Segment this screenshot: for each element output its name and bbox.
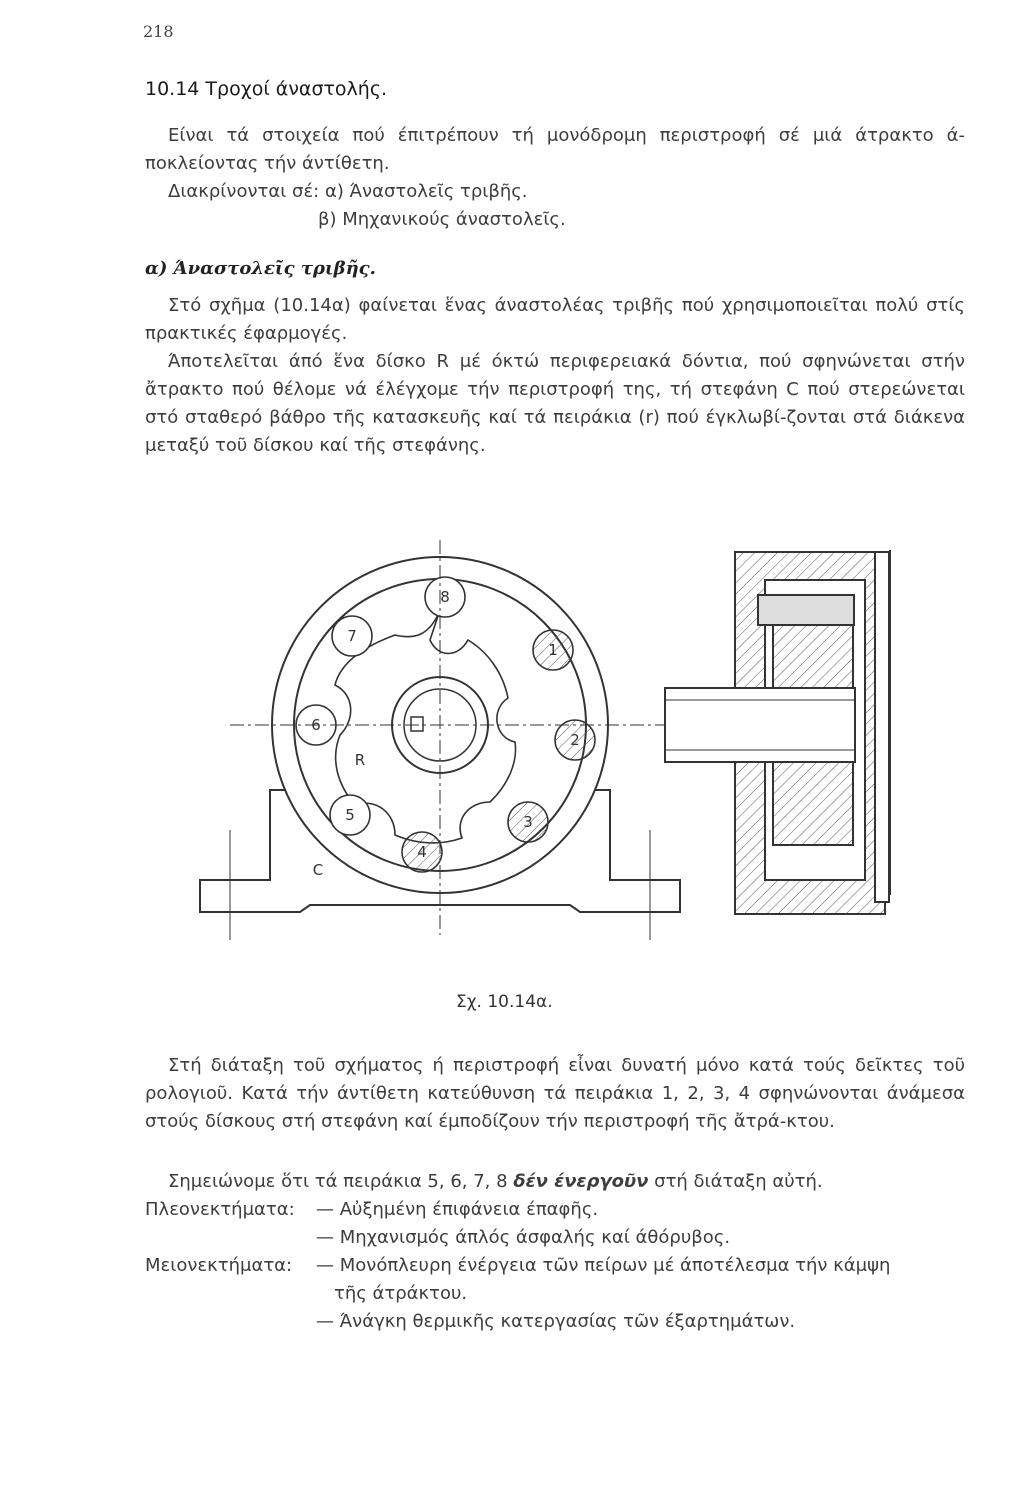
paragraph-3: Στή διάταξη τοῦ σχήματος ή περιστροφή εἶναι δυνατή μόνο κατά τούς δεῖκτες τοῦ ρολογιοῦ. Κατά τήν άντίθετη κατεύθυνση τά πειράκια 1, 2, 3, 4 σφηνώνονται άνάμεσα στούς δίσκους στή στεφάνη καί έμποδίζουν τήν περιστροφή τῆς ἄτρά-κτου. — [145, 1055, 965, 1132]
side-view-shaft — [665, 688, 855, 762]
figure-overrunning-clutch — [190, 540, 900, 940]
disadvantage-1: — Μονόπλευρη ένέργεια τῶν πείρων μέ άποτέλεσμα τήν κάμψη — [316, 1255, 891, 1276]
ring-label-c: C — [312, 861, 324, 879]
advantage-1: — Αὐξημένη έπιφάνεια έπαφῆς. — [316, 1199, 599, 1220]
note-line — [168, 1168, 823, 1196]
subheading-friction-brakes: α) Άναστολεῖς τριβῆς. — [145, 258, 376, 279]
advantages-label: Πλεονεκτήματα: — [145, 1199, 295, 1220]
paragraph-2: Άποτελεῖται άπό ἕνα δίσκο R μέ όκτώ περιφερειακά δόντια, πού σφηνώνεται στήν ἄτρακτο πού θέλομε νά έλέγχομε τήν περιστροφή της, τή στεφάνη C πού στερεώνεται στό σταθερό βάθρο τῆς κατασκευῆς καί τά πειράκια (r) πού έγκλωβί-ζονται στά διάκενα μεταξύ τοῦ δίσκου καί τῆς στεφάνης. — [145, 351, 965, 456]
pin-label-7: 7 — [347, 627, 357, 645]
note-emphasis: δέν ένεργοῦν — [513, 1171, 649, 1192]
classification-line-a — [168, 178, 528, 206]
disadvantage-2: — Άνάγκη θερμικῆς κατεργασίας τῶν έξαρτημάτων. — [316, 1311, 796, 1332]
pin-label-8: 8 — [440, 588, 450, 606]
paragraph-1: Στό σχῆμα (10.14α) φαίνεται ἕνας άναστολέας τριβῆς πού χρησιμοποιεῖται πολύ στίς πρακτικές έφαρμογές. — [145, 295, 965, 344]
disk-label-r: R — [354, 751, 366, 769]
pin-label-6: 6 — [311, 716, 321, 734]
figure-caption: Σχ. 10.14α. — [456, 992, 553, 1012]
pin-label-2: 2 — [570, 731, 580, 749]
page-number: 218 — [143, 22, 174, 41]
classify-item-a: α) Άναστολεῖς τριβῆς. — [324, 181, 528, 202]
intro-paragraph: Είναι τά στοιχεία πού έπιτρέπουν τή μονόδρομη περιστροφή σέ μιά άτρακτο ά-ποκλείοντας τήν άντίθετη. — [145, 125, 965, 174]
classify-item-b: β) Μηχανικούς άναστολεῖς. — [318, 209, 566, 230]
section-title: 10.14 Τροχοί άναστολής. — [145, 78, 388, 100]
disadvantages-label: Μειονεκτήματα: — [145, 1255, 293, 1276]
pin-label-5: 5 — [345, 806, 355, 824]
note-prefix: Σημειώνομε ὅτι τά πειράκια 5, 6, 7, 8 — [168, 1171, 508, 1192]
pin-label-4: 4 — [417, 843, 427, 861]
pin-label-3: 3 — [523, 813, 533, 831]
disadvantage-1-continued: τῆς άτράκτου. — [334, 1283, 468, 1304]
pin-label-1: 1 — [548, 641, 558, 659]
note-suffix: στή διάταξη αὐτή. — [654, 1171, 823, 1192]
classify-label: Διακρίνονται σέ: — [168, 181, 320, 202]
advantage-2: — Μηχανισμός άπλός άσφαλής καί άθόρυβος. — [316, 1227, 731, 1248]
